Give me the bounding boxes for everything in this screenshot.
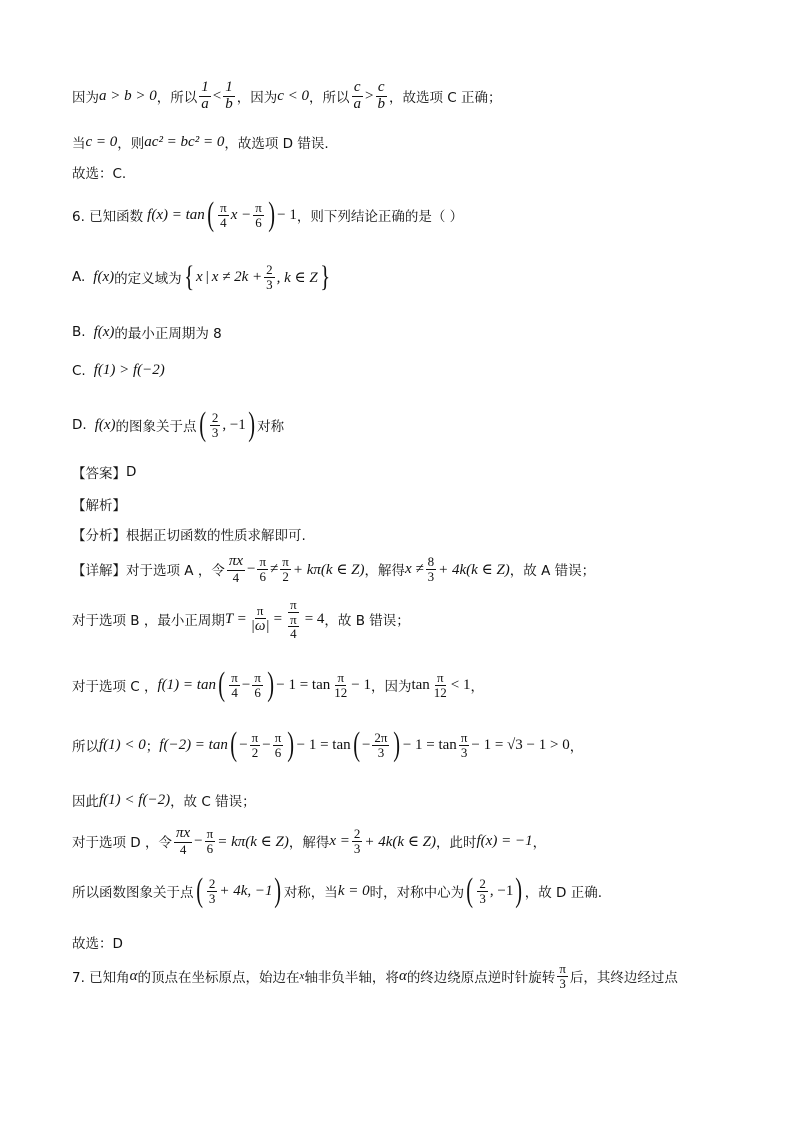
q6-stem: 6. 已知函数 f(x) = tan ( $\frac{\pi}{4}$ x − $\frac{\pi}{6}$ ) − 1 ，则下列结论正确的是（ ） (72, 196, 464, 233)
prev-choice: 故选：C. (72, 166, 127, 182)
fraction: $\frac{c}{a}$ (353, 79, 361, 112)
answer-line: 【答案】 D (72, 464, 137, 482)
q6-option-a: A. f(x) 的定义域为 { x | x ≠ 2k + $\frac{2}{3}$ , k ∈ Z } (72, 260, 330, 293)
detail-line-7: 所以函数图象关于点 ( $\frac{2}{3}$ + 4k, −1 ) 对称，当 k = 0 时，对称中心为 ( $\frac{2}{3}$ , −1 ) ，故 D 正确. (72, 872, 602, 909)
q7-stem: 7. 已知角 α 的顶点在坐标原点，始边在 x 轴非负半轴，将 α 的终边绕原点逆时针旋转 $\frac{\pi}{3}$ 后，其终边经过点 (72, 961, 678, 991)
analysis-line: 【分析】 根据正切函数的性质求解即可. (72, 528, 306, 544)
fraction: $\frac{c}{b}$ (377, 79, 385, 112)
fraction: $\frac{1}{b}$ (225, 79, 233, 112)
analysis-heading: 【解析】 (72, 498, 126, 514)
q6-choice: 故选：D (72, 936, 123, 952)
detail-line-4: 所以 f(1) < 0 ； f(−2) = tan ( − $\frac{\pi}{2}$ − $\frac{\pi}{6}$ ) − 1 = tan ( − $\frac{2\pi}{3}$ ) − 1 = tan $\frac{\pi}{3}$ − 1 = √3 − 1 > 0 ， (72, 726, 584, 763)
prev-line-1: 因为 a > b > 0 ，所以 $\frac{1}{a}$ < $\frac{1}{b}$ ，因为 c < 0 ，所以 $\frac{c}{a}$ > $\frac{c}{b}$ ，故选项 C 正确； (72, 79, 502, 112)
q6-option-c: C. f(1) > f(−2) (72, 362, 165, 379)
q6-option-b: B. f(x) 的最小正周期为 8 (72, 323, 222, 342)
detail-line-3: 对于选项 C ， f(1) = tan ( $\frac{\pi}{4}$ − $\frac{\pi}{6}$ ) − 1 = tan $\frac{\pi}{12}$ − 1 ，因为 tan $\frac{\pi}{12}$ < 1 ， (72, 666, 485, 703)
detail-line-5: 因此 f(1) < f(−2) ，故 C 错误； (72, 791, 256, 810)
fraction: $\frac{1}{a}$ (201, 79, 209, 112)
detail-line-1: 【详解】 对于选项 A ，令 $\frac{\pi x}{4}$ − $\frac{\pi}{6}$ ≠ $\frac{\pi}{2}$ + kπ(k ∈ Z) ，解得 x ≠ $\frac{8}{3}$ + 4k(k ∈ Z) ，故 A 错误； (72, 553, 596, 585)
detail-line-2: 对于选项 B ，最小正周期 T = $\frac{\pi}{|\omega|}$ = $\frac{\pi}{\frac{\pi}{4}}$ = 4 ，故 B 错误； (72, 597, 410, 642)
q6-option-d: D. f(x) 的图象关于点 ( $\frac{2}{3}$ , −1 ) 对称 (72, 406, 285, 443)
prev-line-2: 当 c = 0 ，则 ac² = bc² = 0 ，故选项 D 错误. (72, 133, 329, 152)
detail-line-6: 对于选项 D ，令 $\frac{\pi x}{4}$ − $\frac{\pi}{6}$ = kπ(k ∈ Z) ，解得 x = $\frac{2}{3}$ + 4k(k ∈ Z) ，此时 f(x) = −1 ， (72, 825, 547, 857)
